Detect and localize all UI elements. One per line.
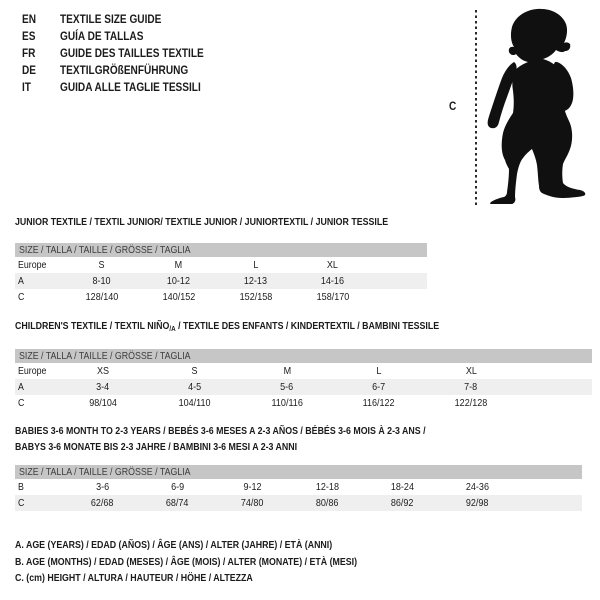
size-value: 110/116 [271, 397, 303, 409]
row-label-cell [15, 273, 63, 289]
size-value: 6-7 [372, 381, 386, 393]
table-title-line [15, 423, 582, 439]
size-value: 62/68 [91, 497, 114, 509]
table-title-segment: JUNIOR TEXTILE / TEXTIL JUNIOR/ TEXTILE JUNIOR / JUNIORTEXTIL / JUNIOR TESSILE [15, 216, 389, 228]
size-value-cell [294, 257, 371, 273]
size-value: 10-12 [166, 275, 191, 287]
table-title-text [15, 318, 439, 337]
size-value-cell [425, 395, 517, 411]
size-header-text: SIZE / TALLA / TAILLE / GRÖSSE / TAGLIA [19, 244, 191, 256]
junior-size-table [15, 214, 427, 305]
size-value-cell [365, 495, 440, 511]
size-value: 86/92 [391, 497, 414, 509]
table-row [15, 395, 592, 411]
table-title [15, 214, 427, 230]
table-title-line [15, 439, 582, 455]
language-title: GUIDE DES TAILLES TEXTILE [60, 46, 204, 60]
size-value-cell [65, 479, 140, 495]
legend-note-text: B. AGE (MONTHS) / EDAD (MESES) / ÂGE (MOIS) / ALTER (MONATE) / ETÀ (MESI) [15, 555, 358, 568]
size-value-cell [241, 379, 333, 395]
size-value: XL [326, 259, 339, 271]
size-value-cell [294, 273, 371, 289]
size-value-cell [333, 363, 425, 379]
size-value-cell [140, 495, 215, 511]
size-value-cell [57, 363, 149, 379]
language-title: GUÍA DE TALLAS [60, 29, 144, 43]
table-title-text [15, 423, 426, 439]
babies-size-table [15, 423, 582, 511]
size-value: 92/98 [466, 497, 489, 509]
row-label-cell [15, 395, 57, 411]
table-title-text [15, 214, 388, 230]
size-value: 8-10 [92, 275, 111, 287]
size-value: M [174, 259, 183, 271]
row-label: C [18, 291, 25, 303]
row-label-cell [15, 479, 65, 495]
language-code: FR [22, 46, 36, 60]
language-row [22, 79, 231, 96]
size-value-cell [140, 289, 217, 305]
size-value-cell [440, 479, 515, 495]
size-header-text: SIZE / TALLA / TAILLE / GRÖSSE / TAGLIA [19, 350, 191, 362]
row-label-cell [15, 363, 57, 379]
row-label: A [18, 275, 24, 287]
size-value: XL [465, 365, 477, 377]
size-header-cell [15, 465, 582, 479]
row-label: Europe [18, 259, 47, 271]
legend-notes [15, 537, 422, 587]
size-value-cell [217, 273, 294, 289]
legend-note [15, 570, 422, 587]
size-value: 104/110 [179, 397, 211, 409]
size-value-cell [57, 379, 149, 395]
language-code: DE [22, 63, 37, 77]
size-value: 14-16 [320, 275, 345, 287]
row-label: C [18, 397, 25, 409]
size-value-cell [217, 289, 294, 305]
size-value: L [376, 365, 382, 377]
size-value: 5-6 [280, 381, 294, 393]
language-row [22, 28, 231, 45]
size-value-cell [215, 479, 290, 495]
language-title: TEXTILGRÖßENFÜHRUNG [60, 63, 189, 77]
size-value: 98/104 [89, 397, 117, 409]
size-value-cell [63, 257, 140, 273]
row-label: A [18, 381, 24, 393]
language-code: IT [22, 80, 31, 94]
size-value: 74/80 [241, 497, 264, 509]
language-code: ES [22, 29, 36, 43]
language-title: GUIDA ALLE TAGLIE TESSILI [60, 80, 201, 94]
size-header-text: SIZE / TALLA / TAILLE / GRÖSSE / TAGLIA [19, 466, 191, 478]
size-value-cell [241, 395, 333, 411]
row-label-cell [15, 379, 57, 395]
size-value-cell [140, 273, 217, 289]
size-value: S [98, 259, 105, 271]
language-row [22, 45, 231, 62]
children-size-table [15, 318, 592, 411]
legend-note [15, 537, 422, 554]
row-label-cell [15, 257, 63, 273]
size-value: XS [96, 365, 110, 377]
size-value: 3-6 [95, 481, 110, 493]
size-value: 80/86 [316, 497, 339, 509]
size-value: 9-12 [243, 481, 262, 493]
size-value: 7-8 [464, 381, 478, 393]
table-row [15, 289, 427, 305]
size-value: 68/74 [166, 497, 189, 509]
size-value: 18-24 [390, 481, 415, 493]
size-value-cell [333, 395, 425, 411]
size-header-row [15, 465, 582, 479]
size-value-cell [215, 495, 290, 511]
size-value: 24-36 [465, 481, 490, 493]
table-title-segment: / TEXTILE DES ENFANTS / KINDERTEXTIL / BAMBINI TESSILE [175, 320, 440, 332]
row-label-cell [15, 495, 65, 511]
table-title [15, 318, 592, 337]
row-label: C [18, 497, 25, 509]
row-label-cell [15, 289, 63, 305]
size-value-cell [65, 495, 140, 511]
height-dashed-line [475, 10, 477, 206]
language-title-list [22, 11, 231, 96]
size-table-grid [15, 465, 582, 511]
size-value-cell [217, 257, 294, 273]
language-row [22, 11, 231, 28]
size-value: S [191, 365, 199, 377]
baby-height-figure [445, 0, 600, 215]
size-value-cell [149, 379, 241, 395]
size-value: 128/140 [85, 291, 118, 303]
size-value-cell [290, 495, 365, 511]
filler-cell [371, 257, 427, 273]
table-row [15, 257, 427, 273]
size-value-cell [63, 273, 140, 289]
size-value-cell [140, 257, 217, 273]
table-row [15, 273, 427, 289]
size-table-grid [15, 349, 592, 411]
table-title-segment: BABIES 3-6 MONTH TO 2-3 YEARS / BEBÉS 3-6 MESES A 2-3 AÑOS / BÉBÉS 3-6 MOIS À 2-3 ANS / [15, 425, 426, 437]
size-value-cell [365, 479, 440, 495]
size-value: 140/152 [162, 291, 195, 303]
table-title-line [15, 214, 427, 230]
size-value-cell [63, 289, 140, 305]
legend-note-text: C. (cm) HEIGHT / ALTURA / HAUTEUR / HÖHE / ALTEZZA [15, 572, 253, 584]
size-header-row [15, 349, 592, 363]
size-value: 12-18 [315, 481, 340, 493]
size-value: 116/122 [363, 397, 395, 409]
table-row [15, 363, 592, 379]
language-code: EN [22, 12, 37, 26]
size-value: 158/170 [316, 291, 349, 303]
size-value-cell [440, 495, 515, 511]
table-title-segment: /A [169, 324, 176, 333]
table-title-segment: BABYS 3-6 MONATE BIS 2-3 JAHRE / BAMBINI 3-6 MESI A 2-3 ANNI [15, 441, 298, 453]
table-row [15, 379, 592, 395]
size-value-cell [333, 379, 425, 395]
filler-cell [515, 495, 582, 511]
filler-cell [371, 273, 427, 289]
size-header-cell [15, 243, 427, 257]
filler-cell [517, 395, 592, 411]
size-value-cell [149, 395, 241, 411]
height-marker-label: C [449, 99, 457, 113]
size-value: L [252, 259, 259, 271]
filler-cell [517, 363, 592, 379]
size-value: 4-5 [188, 381, 202, 393]
filler-cell [517, 379, 592, 395]
row-label: Europe [18, 365, 47, 377]
table-title-segment: CHILDREN'S TEXTILE / TEXTIL NIÑO [15, 320, 170, 332]
size-value: 122/128 [454, 397, 488, 409]
size-value-cell [57, 395, 149, 411]
size-value: M [283, 365, 291, 377]
size-table-grid [15, 243, 427, 305]
language-row [22, 62, 231, 79]
table-title [15, 423, 582, 455]
table-row [15, 495, 582, 511]
language-title: TEXTILE SIZE GUIDE [60, 12, 162, 26]
size-header-cell [15, 349, 592, 363]
filler-cell [515, 479, 582, 495]
baby-silhouette-icon [485, 7, 590, 204]
size-value-cell [241, 363, 333, 379]
size-value: 3-4 [96, 381, 110, 393]
size-value: 152/158 [239, 291, 272, 303]
size-value-cell [294, 289, 371, 305]
legend-note-text: A. AGE (YEARS) / EDAD (AÑOS) / ÂGE (ANS) / ALTER (JAHRE) / ETÀ (ANNI) [15, 539, 333, 551]
size-value-cell [425, 379, 517, 395]
size-value-cell [140, 479, 215, 495]
legend-note [15, 554, 422, 571]
size-value: 12-13 [243, 275, 268, 287]
size-value: 6-9 [170, 481, 185, 493]
size-header-row [15, 243, 427, 257]
filler-cell [371, 289, 427, 305]
size-value-cell [290, 479, 365, 495]
size-value-cell [149, 363, 241, 379]
table-title-line [15, 318, 592, 337]
table-title-text [15, 439, 297, 455]
table-row [15, 479, 582, 495]
row-label: B [18, 481, 24, 493]
size-value-cell [425, 363, 517, 379]
